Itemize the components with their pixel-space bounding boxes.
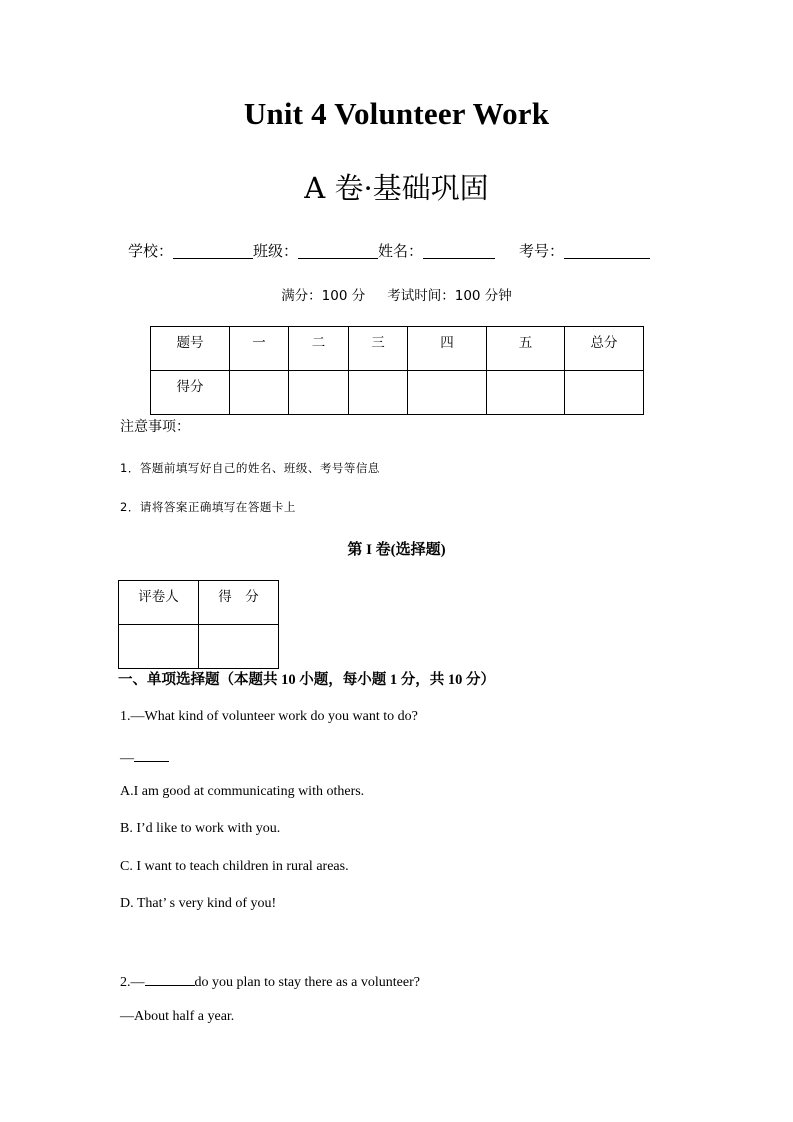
grader-header-row <box>119 581 279 625</box>
section-title: 第 I 卷(选择题) <box>347 542 446 558</box>
grader-header-cell: 评卷人 <box>119 581 199 625</box>
option-b: B. I’d like to work with you. <box>120 821 281 836</box>
class-blank[interactable] <box>298 242 378 259</box>
school-label: 学校： <box>128 242 174 260</box>
grader-table <box>118 580 279 669</box>
score-cell[interactable] <box>408 371 487 415</box>
score-header-cell: 题号 <box>151 327 230 371</box>
full-score: 满分：100 分 <box>281 288 366 304</box>
grader-score-cell[interactable] <box>199 625 279 669</box>
answer-blank[interactable] <box>134 747 169 762</box>
document-title: Unit 4 Volunteer Work <box>243 96 550 131</box>
score-table-score-row <box>151 371 644 415</box>
option-a: A.I am good at communicating with others. <box>120 784 365 799</box>
score-cell[interactable] <box>487 371 565 415</box>
answer-blank[interactable] <box>145 971 195 986</box>
notes-title: 注意事项： <box>120 419 190 435</box>
stem-prefix: 2.— <box>120 975 145 990</box>
note-item: 1．答题前填写好自己的姓名、班级、考号等信息 <box>120 461 380 475</box>
question-stem: 1.—What kind of volunteer work do you want to do? <box>120 709 418 724</box>
exam-no-blank[interactable] <box>564 242 650 259</box>
name-label: 姓名： <box>378 242 424 260</box>
note-item: 2．请将答案正确填写在答题卡上 <box>120 500 296 514</box>
option-c: C. I want to teach children in rural areas. <box>120 859 349 874</box>
score-row-label: 得分 <box>151 371 230 415</box>
class-label: 班级： <box>253 242 299 260</box>
exam-time: 考试时间：100 分钟 <box>387 288 512 304</box>
reply-dash: — <box>120 751 134 766</box>
exam-no-label: 考号： <box>519 242 565 260</box>
school-blank[interactable] <box>173 242 253 259</box>
stem-suffix: do you plan to stay there as a volunteer? <box>194 975 420 990</box>
score-table <box>150 326 644 415</box>
score-cell[interactable] <box>289 371 349 415</box>
score-header-cell: 二 <box>289 327 349 371</box>
score-header-cell: 五 <box>487 327 565 371</box>
question-reply <box>120 747 169 767</box>
document-subtitle: A 卷·基础巩固 <box>304 171 489 205</box>
question-reply: —About half a year. <box>120 1009 235 1024</box>
option-d: D. That’ s very kind of you! <box>120 896 277 911</box>
grader-header-cell: 得 分 <box>199 581 279 625</box>
score-cell[interactable] <box>230 371 289 415</box>
score-header-cell: 三 <box>349 327 408 371</box>
score-cell[interactable] <box>349 371 408 415</box>
exam-meta <box>0 284 793 304</box>
student-info-line <box>128 240 650 261</box>
score-table-header-row <box>151 327 644 371</box>
name-blank[interactable] <box>423 242 495 259</box>
part-heading: 一、单项选择题（本题共 10 小题，每小题 1 分，共 10 分） <box>118 672 495 688</box>
score-header-cell: 四 <box>408 327 487 371</box>
score-header-cell: 一 <box>230 327 289 371</box>
score-header-cell: 总分 <box>565 327 644 371</box>
grader-cell[interactable] <box>119 625 199 669</box>
score-cell[interactable] <box>565 371 644 415</box>
question-stem <box>120 971 420 991</box>
grader-input-row <box>119 625 279 669</box>
